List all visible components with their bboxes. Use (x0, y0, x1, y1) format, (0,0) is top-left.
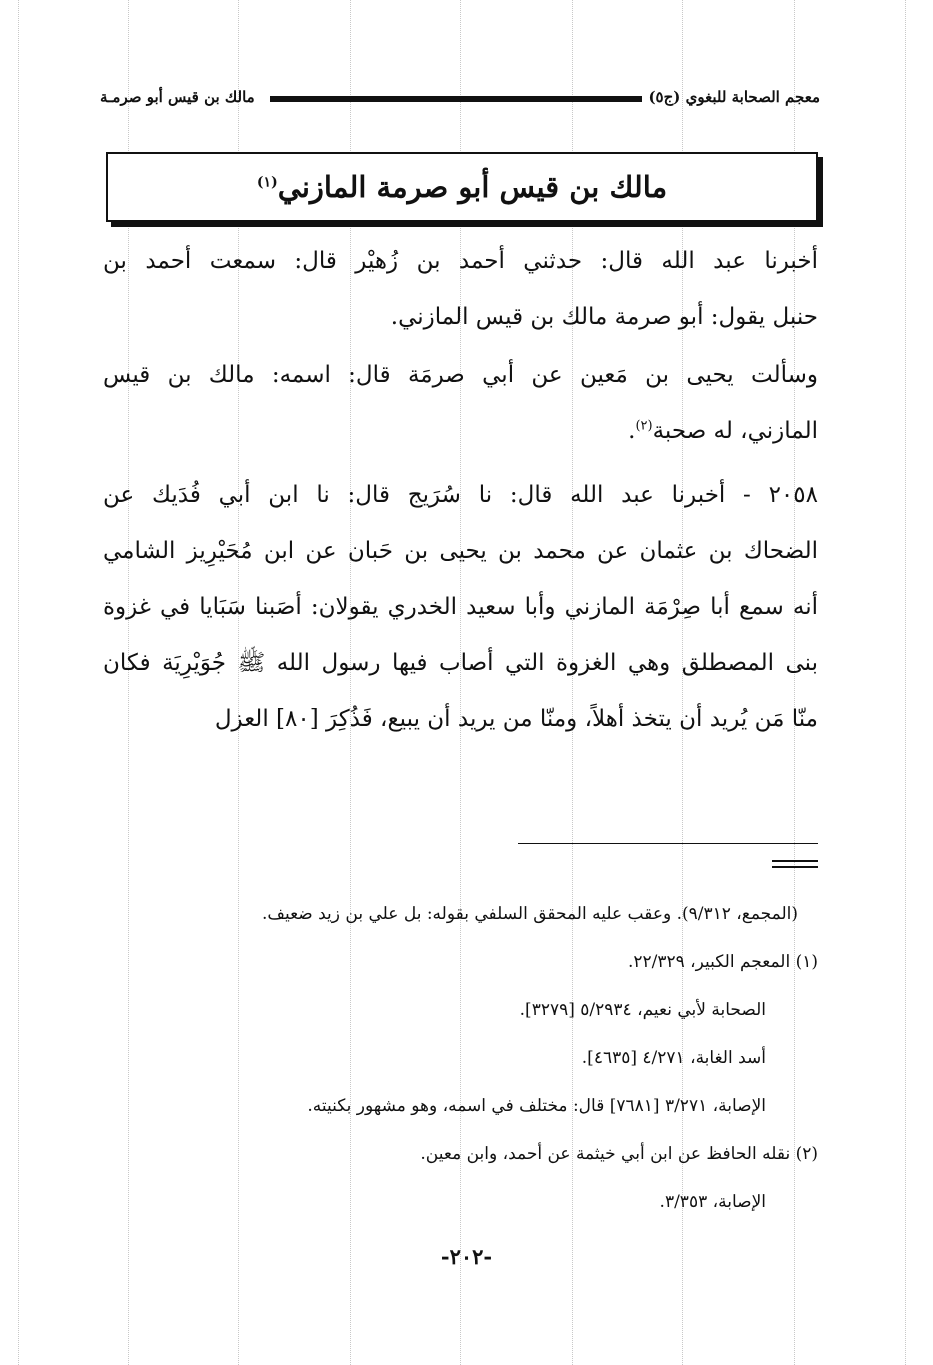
footnote-rule (518, 843, 818, 844)
footnote-line: الإصابة، ٣/٣٥٣. (659, 1192, 766, 1212)
paragraph (103, 347, 818, 459)
entry-title-box (106, 152, 818, 222)
paragraph (103, 467, 818, 747)
text-segment: المازني، له صحبة (652, 418, 818, 444)
footnotes (150, 890, 818, 1226)
text-line (103, 403, 818, 459)
footnote-ref: (٢) (635, 418, 653, 434)
page-number: -٢٠٢- (440, 1244, 493, 1269)
footnote-line: (٢) نقله الحافظ عن ابن أبي خيثمة عن أحمد، وابن معين. (420, 1144, 818, 1164)
header-section-title: مالك بن قيس أبو صرمـة (100, 88, 255, 106)
footnote-separator (772, 860, 818, 872)
scan-dot-guide (18, 0, 19, 1365)
text-line: منّا مَن يُريد أن يتخذ أهلاً، ومنّا من يريد أن يبيع، فَذُكِرَ [٨٠] العزل (214, 706, 818, 732)
scan-dot-guide (905, 0, 906, 1365)
text-line: وسألت يحيى بن مَعين عن أبي صرمَة قال: اسمه: مالك بن قيس (103, 362, 818, 388)
entry-title (257, 170, 667, 204)
entry-title-text: مالك بن قيس أبو صرمة المازني (277, 170, 668, 204)
text-line: الضحاك بن عثمان عن محمد بن يحيى بن حَبان عن ابن مُحَيْرِيز الشامي (103, 538, 818, 564)
header-book-title: معجم الصحابة للبغوي (ج٥) (648, 88, 820, 106)
main-text (103, 233, 818, 747)
footnote-line: الصحابة لأبي نعيم، ٥/٢٩٣٤ [٣٢٧٩]. (519, 1000, 766, 1020)
footnote-line: (المجمع، ٩/٣١٢). وعقب عليه المحقق السلفي بقوله: بل علي بن زيد ضعيف. (261, 904, 798, 924)
text-line: حنبل يقول: أبو صرمة مالك بن قيس المازني. (390, 304, 818, 330)
footnote-line: (١) المعجم الكبير، ٢٢/٣٢٩. (627, 952, 818, 972)
text-segment: . (628, 418, 636, 444)
text-line: بنى المصطلق وهي الغزوة التي أصاب فيها رسول الله ﷺ جُوَيْرِيَة فكان (103, 650, 818, 676)
running-header (100, 86, 820, 112)
footnote-line: أسد الغابة، ٤/٢٧١ [٤٦٣٥]. (581, 1048, 766, 1068)
text-line: ٢٠٥٨ - أخبرنا عبد الله قال: نا سُرَيج قال: نا ابن أبي فُدَيك عن (103, 482, 818, 508)
footnote-line: الإصابة، ٣/٢٧١ [٧٦٨١] قال: مختلف في اسمه، وهو مشهور بكنيته. (307, 1096, 766, 1116)
header-rule (270, 96, 642, 102)
text-line: أنه سمع أبا صِرْمَة المازني وأبا سعيد الخدري يقولان: أصَبنا سَبَايا في غزوة (103, 594, 818, 620)
text-line: أخبرنا عبد الله قال: حدثني أحمد بن زُهيْر قال: سمعت أحمد بن (103, 248, 818, 274)
footnote-ref: (١) (256, 174, 278, 191)
paragraph (103, 233, 818, 345)
